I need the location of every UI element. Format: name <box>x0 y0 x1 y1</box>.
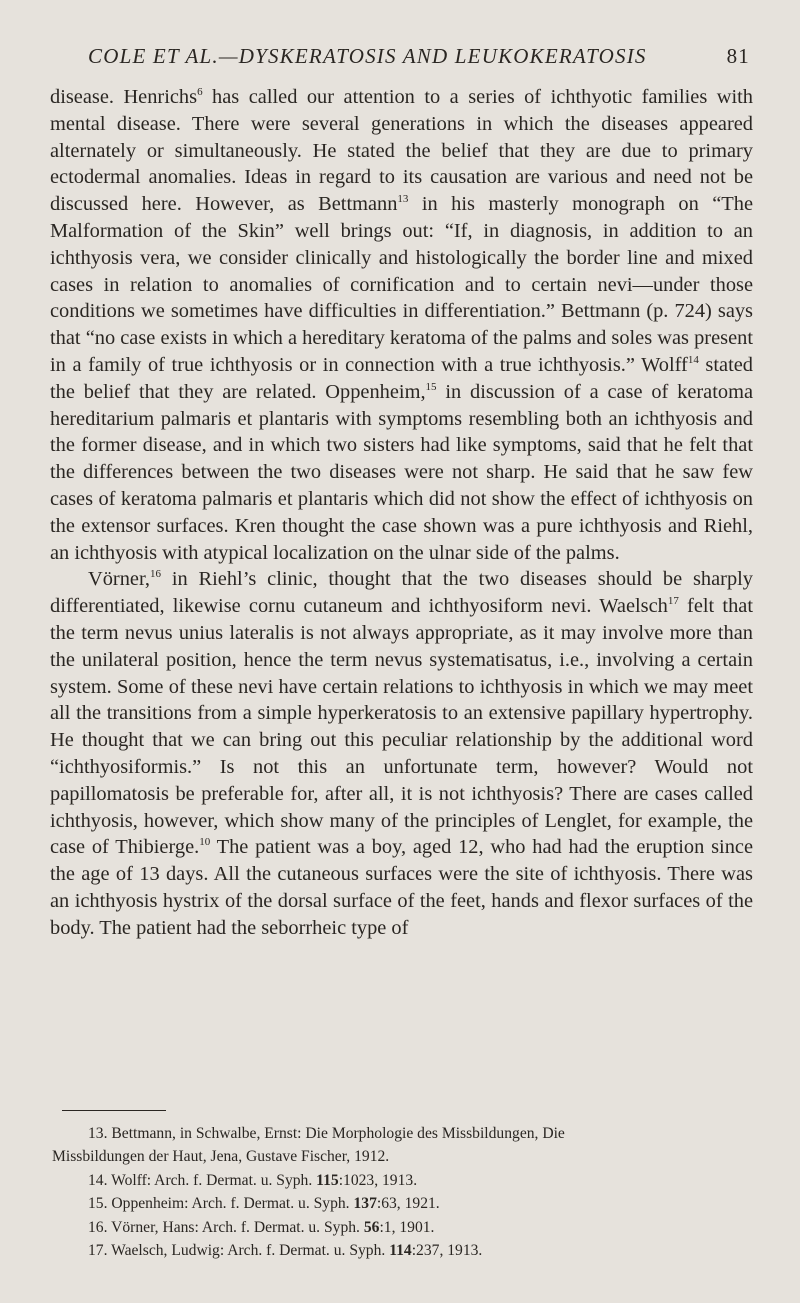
footnote-14 <box>52 1169 758 1192</box>
footnote-line: Missbildungen der Haut, Jena, Gustave Fischer, 1912. <box>52 1148 390 1166</box>
footnote-17 <box>52 1239 758 1262</box>
footnote-text: 15. Oppenheim: Arch. f. Dermat. u. Syph. <box>88 1195 354 1213</box>
text-run: disease. Henrichs <box>50 86 198 108</box>
text-run: in discussion of a case of keratoma hereditarium palmaris et plantaris with symptoms resembling both an ichthyosis and the former disease, and in which two sisters had like symptoms, said that he felt that the differences between the two diseases were not sharp. He said that he saw few cases of keratoma palmaris et plantaris which did not show the effect of ichthyosis on the extensor surfaces. Kren thought the case shown was a pure ichthyosis and Riehl, an ichthyosis with atypical localization on the ulnar side of the palms. <box>50 380 753 564</box>
footnote-text: :237, 1913. <box>411 1242 483 1260</box>
text-run: has called our attention to a series of ichthyotic families with mental disease. There were several generations in which the diseases appeared alternately or simultaneously. He stated the belief that they are due to primary ectodermal anomalies. Ideas in regard to its causation are various and need not be discussed here. However, as Bettmann <box>50 86 754 216</box>
text-run: felt that the term nevus unius lateralis is not always appropriate, as it may involve more than the unilateral position, hence the term nevus systematisatus, i.e., involving a certain system. Some of these nevi have certain relations to ichthyosis in which we may meet all the transitions from a simple hyperkeratosis to an extensive papillary hypertrophy. He thought that we can bring out this peculiar relationship by the additional word “ichthyosiformis.” Is not this an unfortunate term, however? Would not papillomatosis be preferable for, after all, it is not ichthyosis? There are cases called ichthyosis, however, which show many of the principles of Lenglet, for example, the case of Thibierge. <box>50 595 753 859</box>
footnote-13 <box>52 1122 758 1169</box>
footnote-ref: 14 <box>687 354 699 367</box>
footnote-ref: 6 <box>197 86 203 99</box>
footnote-line: 13. Bettmann, in Schwalbe, Ernst: Die Morphologie des Missbildungen, Die <box>88 1125 565 1142</box>
footnote-ref: 10 <box>199 836 211 849</box>
footnote-text: :1, 1901. <box>379 1218 435 1236</box>
paragraph-1 <box>50 84 753 566</box>
volume-number: 114 <box>389 1242 412 1260</box>
text-run: in Riehl’s clinic, thought that the two diseases should be sharply differentiated, likewise cornu cutaneum and ichthyosiform nevi. Waelsch <box>50 568 753 618</box>
footnote-ref: 15 <box>425 380 437 393</box>
body-text <box>50 84 753 942</box>
footnote-text: 14. Wolff: Arch. f. Dermat. u. Syph. <box>88 1171 317 1189</box>
text-run: The patient was a boy, aged 12, who had had the eruption since the age of 13 days. All the cutaneous surfaces were the site of ichthyosis. There was an ichthyosis hystrix of the dorsal surface of the feet, hands and flexor surfaces of the body. The patient had the seborrheic type of <box>50 836 753 939</box>
footnote-ref: 16 <box>150 568 162 581</box>
volume-number: 56 <box>363 1218 380 1236</box>
text-run: in his masterly monograph on “The Malformation of the Skin” well brings out: “If, in diagnosis, in addition to an ichthyosis vera, we consider clinically and histologically the border line and mixed cases in relation to anomalies of cornification and to certain nevi—under those conditions we sometimes have difficulties in differentiation.” Bettmann (p. 724) says that “no case exists in which a hereditary keratoma of the palms and soles was present in a family of true ichthyosis or in connection with a true ichthyosis.” Wolff <box>50 193 753 376</box>
text-run: stated the belief that they are related. Oppenheim, <box>50 353 753 403</box>
footnote-16 <box>52 1216 758 1239</box>
footnote-text: 17. Waelsch, Ludwig: Arch. f. Dermat. u. Syph. <box>88 1242 390 1260</box>
footnotes <box>52 1122 758 1262</box>
running-title: COLE ET AL.—DYSKERATOSIS AND LEUKOKERATOSIS <box>88 44 647 68</box>
paragraph-2 <box>50 566 753 941</box>
footnote-ref: 13 <box>397 193 409 206</box>
running-header <box>88 44 750 74</box>
footnote-15 <box>52 1192 758 1215</box>
text-run: Vörner, <box>88 568 151 591</box>
footnote-text: 16. Vörner, Hans: Arch. f. Dermat. u. Syph. <box>88 1218 364 1236</box>
volume-number: 115 <box>316 1171 339 1189</box>
footnote-text: :1023, 1913. <box>338 1171 418 1189</box>
footnote-ref: 17 <box>667 595 679 608</box>
page-number: 81 <box>726 44 750 68</box>
footnote-divider <box>62 1110 166 1111</box>
footnote-text: :63, 1921. <box>376 1195 440 1213</box>
volume-number: 137 <box>353 1195 377 1213</box>
